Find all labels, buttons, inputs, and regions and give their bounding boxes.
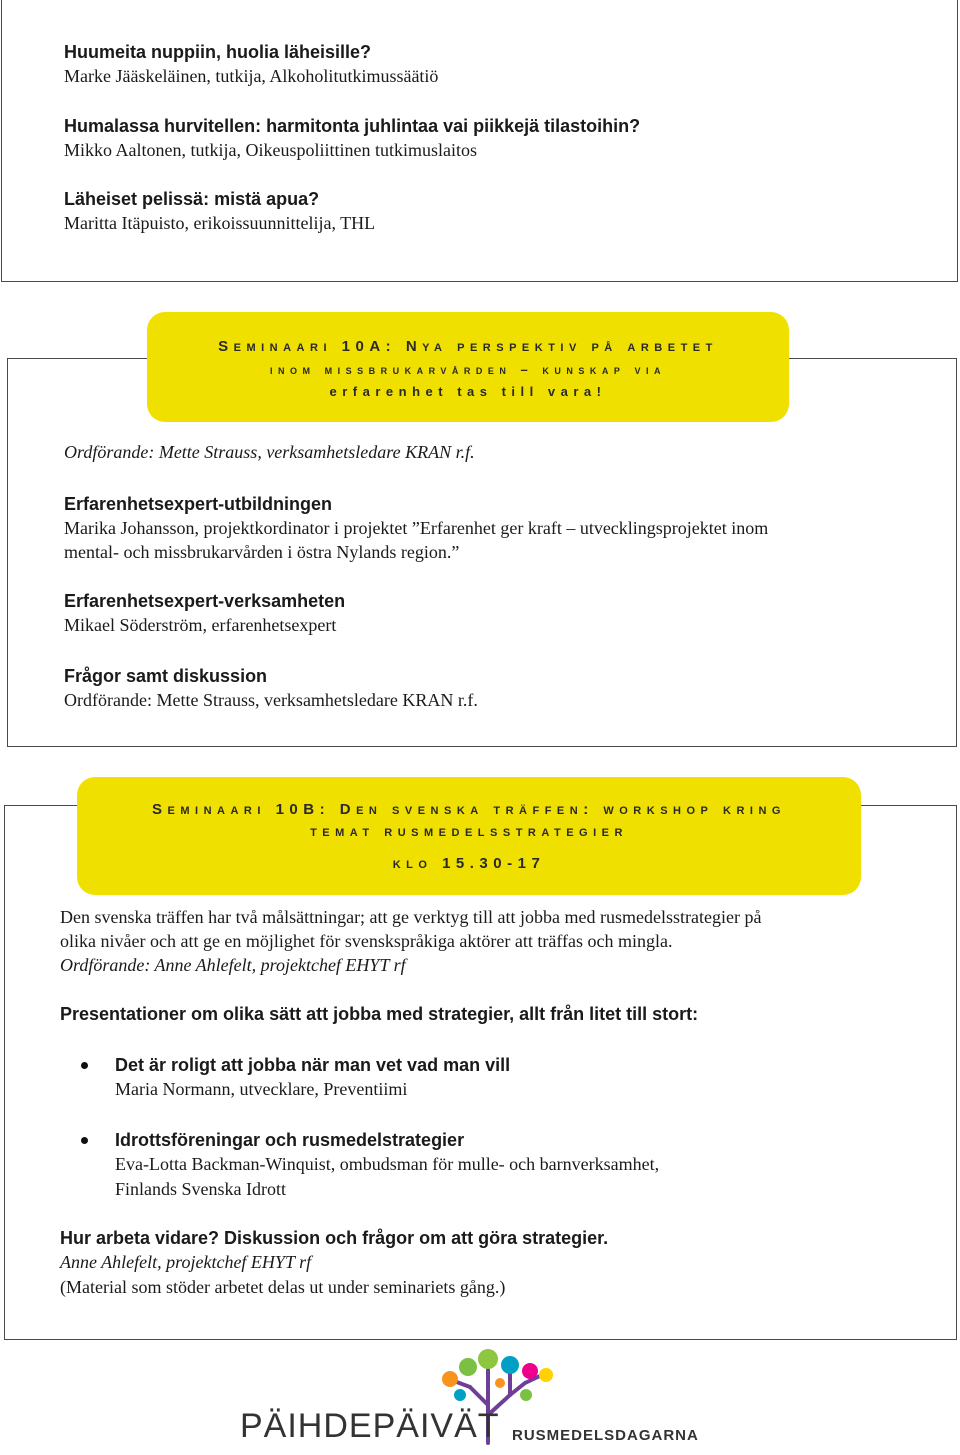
bullet-icon — [81, 1137, 88, 1144]
talk-title: Frågor samt diskussion — [64, 666, 268, 686]
talk-speaker: Maria Normann, utvecklare, Preventiimi — [115, 1079, 408, 1099]
intro-text: olika nivåer och att ge en möjlighet för svenskspråkiga aktörer att träffas och mingla. — [60, 931, 673, 951]
presentations-heading: Presentationer om olika sätt att jobba med strategier, allt från litet till stort: — [60, 1004, 699, 1024]
banner-line: erfarenhet tas till vara! — [329, 384, 607, 399]
talk-speaker: Marika Johansson, projektkordinator i projektet ”Erfarenhet ger kraft – utvecklingsprojektet inom — [64, 518, 769, 538]
talk-speaker: Ordförande: Mette Strauss, verksamhetsledare KRAN r.f. — [64, 690, 478, 710]
talk-title: Idrottsföreningar och rusmedelstrategier — [115, 1130, 465, 1150]
logo-text-finnish: PÄIHDEPÄIVÄT — [240, 1407, 500, 1445]
logo-text-swedish: RUSMEDELSDAGARNA — [512, 1427, 699, 1444]
intro-text: Den svenska träffen har två målsättningar; att ge verktyg till att jobba med rusmedelsstrategier på — [60, 907, 762, 927]
talk-speaker: mental- och missbrukarvården i östra Nylands region.” — [64, 542, 460, 562]
banner-line: Seminaari 10A: Nya perspektiv på arbetet — [218, 338, 718, 355]
banner-line: inom missbrukarvården – kunskap via — [269, 362, 667, 377]
talk-title: Huumeita nuppiin, huolia läheisille? — [64, 42, 372, 62]
talk-title: Läheiset pelissä: mistä apua? — [64, 189, 320, 209]
talk-title: Erfarenhetsexpert-verksamheten — [64, 591, 346, 611]
banner-line: Seminaari 10B: Den svenska träffen: workshop kring — [152, 801, 786, 818]
talk-speaker: Mikael Söderström, erfarenhetsexpert — [64, 615, 337, 635]
event-logo — [240, 1345, 700, 1450]
talk-speaker: Eva-Lotta Backman-Winquist, ombudsman för mulle- och barnverksamhet, — [115, 1154, 660, 1174]
closing-title: Hur arbeta vidare? Diskussion och frågor om att göra strategier. — [60, 1228, 609, 1248]
banner-line: klo 15.30-17 — [392, 855, 546, 872]
seminar-banner-10a — [147, 312, 789, 422]
talk-title: Det är roligt att jobba när man vet vad man vill — [115, 1055, 511, 1075]
talk-speaker: Marke Jääskeläinen, tutkija, Alkoholitutkimussäätiö — [64, 66, 439, 86]
talk-title: Erfarenhetsexpert-utbildningen — [64, 494, 333, 514]
talk-speaker: Finlands Svenska Idrott — [115, 1179, 286, 1199]
seminar-banner-10b — [77, 777, 861, 895]
banner-line: temat rusmedelsstrategier — [310, 823, 628, 840]
talk-speaker: Maritta Itäpuisto, erikoissuunnittelija, THL — [64, 213, 376, 233]
chair-line: Ordförande: Anne Ahlefelt, projektchef EHYT rf — [60, 955, 406, 975]
talk-title: Humalassa hurvitellen: harmitonta juhlintaa vai piikkejä tilastoihin? — [64, 116, 641, 136]
closing-note: (Material som stöder arbetet delas ut under seminariets gång.) — [60, 1277, 506, 1297]
closing-speaker: Anne Ahlefelt, projektchef EHYT rf — [60, 1252, 312, 1272]
talk-speaker: Mikko Aaltonen, tutkija, Oikeuspoliittinen tutkimuslaitos — [64, 140, 477, 160]
chair-line: Ordförande: Mette Strauss, verksamhetsledare KRAN r.f. — [64, 442, 475, 462]
bullet-icon — [81, 1062, 88, 1069]
